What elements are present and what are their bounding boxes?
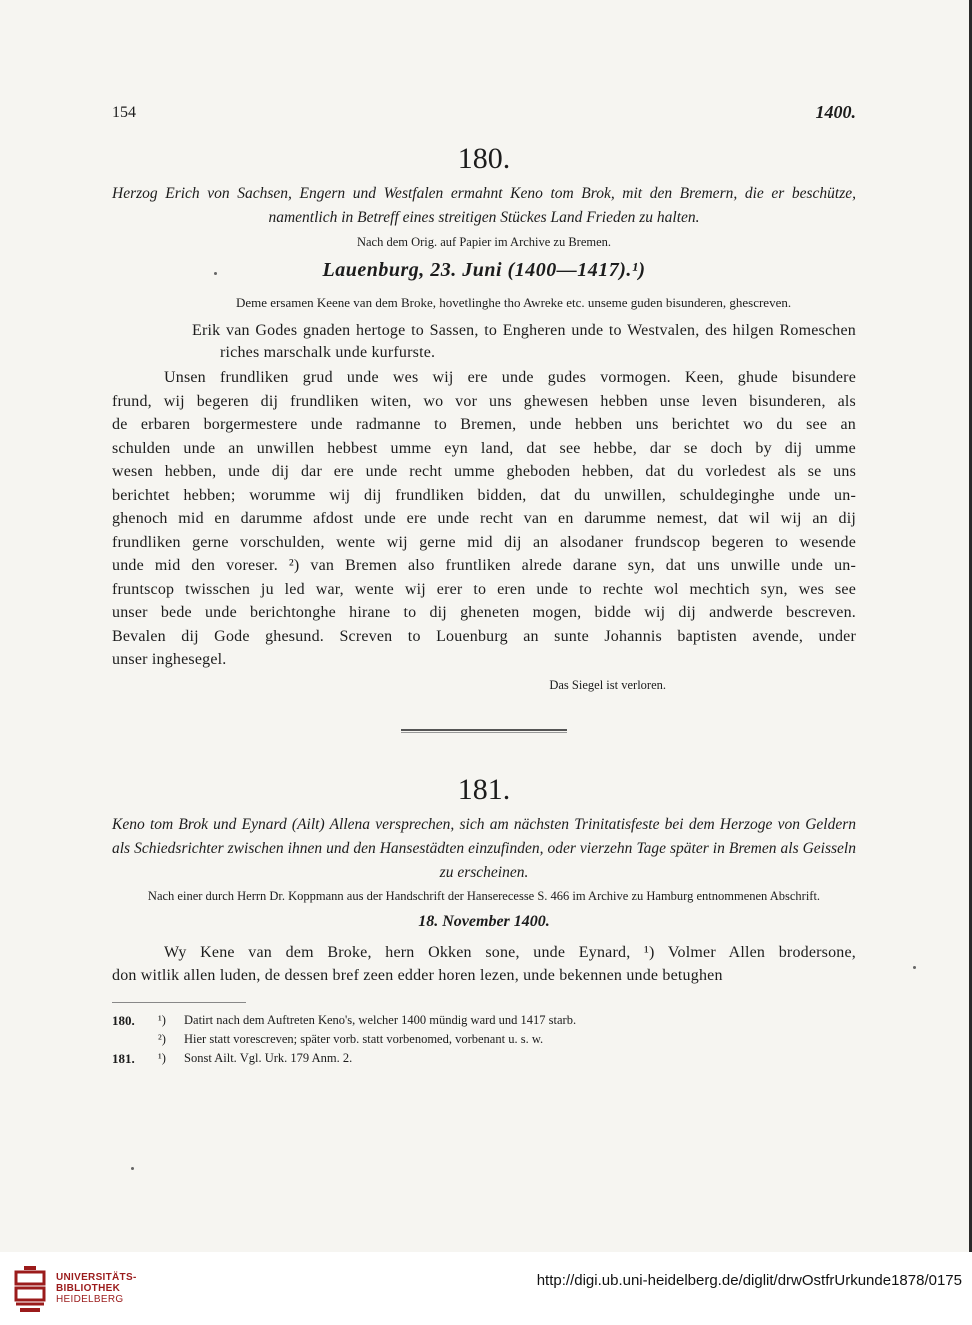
footnote	[112, 1011, 856, 1030]
footnote-document-ref: 180.	[112, 1012, 135, 1028]
page-content	[112, 100, 856, 1068]
text-line: de erbaren borgermestere unde radmanne to Bremen, unde hebben uns berichtet wo du see an	[112, 416, 856, 433]
footnote-mark: ²)	[158, 1031, 166, 1046]
footnote-rule	[112, 1002, 246, 1003]
document-summary: Keno tom Brok und Eynard (Ailt) Allena versprechen, sich am nächsten Trinitatisfeste bei dem Herzoge von Geldern als Schiedsrichter zwischen ihnen und den Hansestädten einzufinden, oder vierzehn Tage später in Bremen als Geisseln zu erscheinen.	[112, 815, 856, 881]
institution-line: HEIDELBERG	[56, 1294, 124, 1305]
seal-note: Das Siegel ist verloren.	[549, 677, 666, 692]
text-line: don witlik allen luden, de dessen bref zeen edder horen lezen, unde bekennen unde betughen	[112, 967, 723, 984]
text-line: unser inghesegel.	[112, 651, 227, 668]
running-year: 1400.	[815, 102, 856, 122]
footnotes	[112, 1011, 856, 1068]
text-line: ghenoch mid en darumme afdost unde ere unde recht van en darumme nemest, dat wil wij an dij	[112, 510, 856, 527]
permalink-url[interactable]: http://digi.ub.uni-heidelberg.de/diglit/drwOstfrUrkunde1878/0175	[536, 1272, 962, 1289]
institution-name	[56, 1272, 137, 1305]
speck	[131, 1167, 134, 1170]
text-line: frundliken gerne vorschulden, wente wij gerne mid dij an alsodaner frundscop begeren to wesende	[112, 533, 856, 551]
text-line: Wy Kene van dem Broke, hern Okken sone, unde Eynard, ¹) Volmer Allen brodersone,	[164, 943, 856, 961]
document-number: 181.	[457, 772, 511, 806]
institution-line: UNIVERSITÄTS-	[56, 1272, 137, 1283]
document-summary: Herzog Erich von Sachsen, Engern und Westfalen ermahnt Keno tom Brok, mit den Bremern, die er beschütze, namentlich in Betreff eines streitigen Stückes Land Frieden zu halten.	[112, 185, 856, 226]
text-line: fruntscop twisschen ju led war, wente wij erer to eren unde to rechte wol mechtich syn, wes see	[112, 580, 856, 598]
text-line: schulden unde an unwillen hebbest umme eyn land, dat see hebbe, dar se doch by dij umme	[112, 439, 856, 457]
footnote-text: Datirt nach dem Auftreten Keno's, welcher 1400 mündig ward und 1417 starb.	[184, 1012, 577, 1027]
intitulatio: Erik van Godes gnaden hertoge to Sassen, to Engheren unde to Westvalen, des hilgen Romeschen riches marschalk unde kurfurste.	[192, 322, 856, 361]
text-line: unser bede unde berichtonghe hirane to dij gheneten mogen, bidde wij dij andwerde bescreven.	[112, 604, 856, 621]
footnote-document-ref: 181.	[112, 1050, 135, 1066]
text-line: unde mid den voreser. ²) van Bremen also fruntliken alrede darane syn, dat uns unwille unde un-	[112, 557, 856, 574]
document-body	[112, 941, 856, 988]
text-line: Unsen frundliken grud unde wes wij ere unde gudes vormogen. Keen, ghude bisundere	[164, 369, 856, 386]
document-body	[112, 366, 856, 672]
document-number: 180.	[457, 142, 511, 175]
footnote-mark: ¹)	[158, 1050, 166, 1065]
speck	[913, 966, 916, 969]
text-line: wesen hebben, unde dij dar ere unde recht umme gheboden hebben, dat du vorledest als se uns	[112, 463, 856, 480]
address-text: Deme ersamen Keene van dem Broke, hovetlinghe tho Awreke etc. unseme guden bisunderen, ghescreven.	[236, 295, 792, 310]
footnote-text: Hier statt vorescreven; später vorb. statt vorbenomed, vorbenant u. s. w.	[184, 1031, 544, 1046]
dateline: 18. November 1400.	[418, 912, 550, 930]
ub-heidelberg-logo-icon	[10, 1264, 50, 1314]
text-line: frund, wij begeren dij frundliken witen, wo vor uns ghewesen hebben unse leven bisunderen, als	[112, 392, 856, 410]
footnote	[112, 1030, 856, 1049]
running-head	[112, 100, 856, 126]
footnote	[112, 1049, 856, 1068]
library-footer	[0, 1252, 972, 1325]
footnote-mark: ¹)	[158, 1012, 166, 1027]
footnote-text: Sonst Ailt. Vgl. Urk. 179 Anm. 2.	[184, 1050, 353, 1065]
institution-line: BIBLIOTHEK	[56, 1283, 121, 1294]
text-line: Bevalen dij Gode ghesund. Screven to Louenburg an sunte Johannis baptisten avende, under	[112, 627, 856, 645]
address-line	[112, 294, 856, 312]
source-note: Nach einer durch Herrn Dr. Koppmann aus der Handschrift der Hanserecesse S. 466 im Archive zu Hamburg entnommenen Abschrift.	[147, 888, 821, 903]
dateline: Lauenburg, 23. Juni (1400—1417).¹)	[322, 259, 646, 281]
text-line: berichtet hebben; worumme wij dij frundliken bidden, dat du unwillen, schuldeginghe unde un-	[112, 486, 856, 504]
section-divider	[401, 729, 567, 733]
source-note: Nach dem Orig. auf Papier im Archive zu Bremen.	[356, 235, 612, 249]
page-number: 154	[112, 104, 136, 121]
